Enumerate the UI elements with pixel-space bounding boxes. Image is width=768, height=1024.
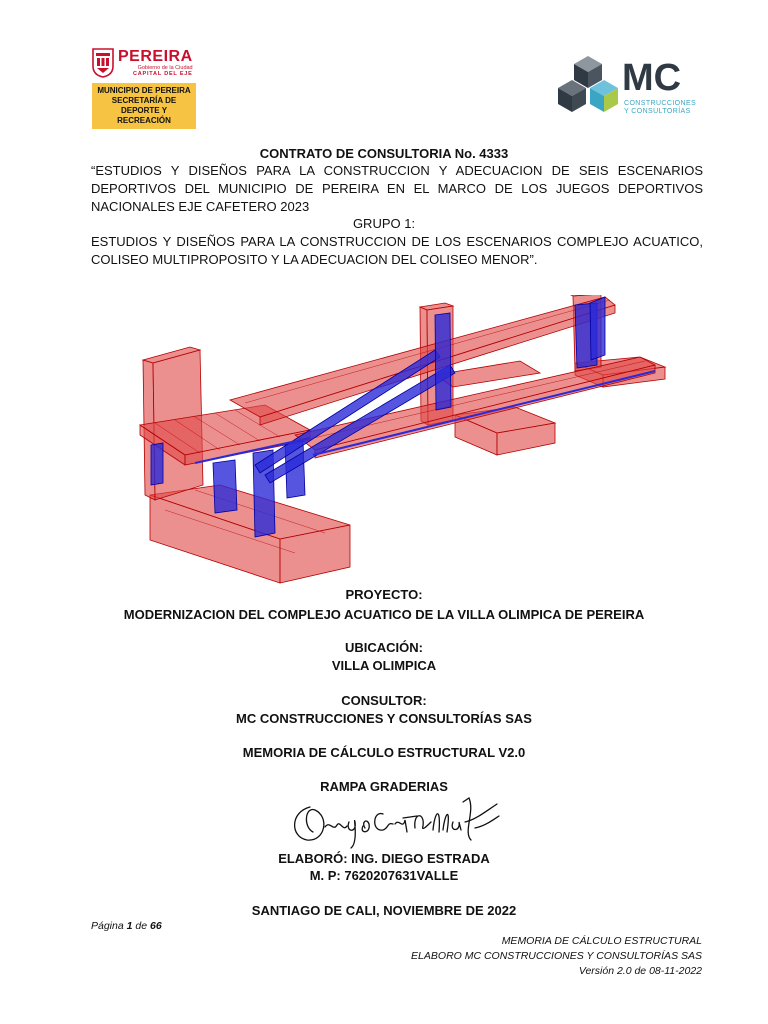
proyecto-label: PROYECTO: bbox=[345, 587, 423, 602]
page-current: 1 bbox=[126, 920, 133, 932]
contract-description: “ESTUDIOS Y DISEÑOS PARA LA CONSTRUCCION Y ADECUACION DE SEIS ESCENARIOS DEPORTIVOS DEL MUNICIPIO DE PEREIRA EN EL MARCO DE LOS JUEGOS DEPORTIVOS NACIONALES EJE CAFETERO 2023 bbox=[91, 163, 703, 214]
mc-logo-subtitle: CONSTRUCCIONES bbox=[624, 100, 697, 107]
memoria-title: MEMORIA DE CÁLCULO ESTRUCTURAL V2.0 bbox=[242, 745, 526, 760]
page-separator: de bbox=[135, 920, 148, 932]
consultor-value: MC CONSTRUCCIONES Y CONSULTORÍAS SAS bbox=[236, 711, 532, 726]
secretaria-line: MUNICIPIO DE PEREIRA bbox=[97, 86, 191, 95]
pereira-name: PEREIRA bbox=[118, 47, 193, 65]
pereira-subtitle: Gobierno de la Ciudad bbox=[137, 64, 193, 71]
page-prefix: Página bbox=[91, 920, 124, 932]
footer-line-3: Versión 2.0 de 08-11-2022 bbox=[578, 965, 702, 977]
secretaria-line: RECREACIÓN bbox=[117, 116, 171, 125]
mc-logo-name: MC bbox=[622, 57, 682, 99]
mc-logo bbox=[556, 54, 706, 120]
signature-image bbox=[285, 792, 505, 852]
secretaria-line: DEPORTE Y bbox=[120, 106, 168, 115]
ubicacion-value: VILLA OLIMPICA bbox=[331, 658, 437, 673]
contract-title: CONTRATO DE CONSULTORIA No. 4333 bbox=[259, 146, 509, 161]
pereira-shield-icon bbox=[92, 48, 114, 78]
pereira-subtitle-2: CAPITAL DEL EJE bbox=[132, 71, 193, 77]
structural-model-render bbox=[135, 295, 670, 595]
secretaria-box bbox=[92, 83, 196, 129]
consultor-label: CONSULTOR: bbox=[341, 693, 427, 708]
mc-cubes-icon bbox=[556, 54, 620, 120]
proyecto-value: MODERNIZACION DEL COMPLEJO ACUATICO DE LA VILLA OLIMPICA DE PEREIRA bbox=[123, 607, 645, 622]
mc-logo-subtitle-2: Y CONSULTORÍAS bbox=[624, 108, 691, 115]
city-date: SANTIAGO DE CALI, NOVIEMBRE DE 2022 bbox=[251, 903, 517, 918]
elaboro-line: ELABORÓ: ING. DIEGO ESTRADA bbox=[278, 851, 490, 866]
page-number bbox=[91, 920, 162, 932]
rampa-title: RAMPA GRADERIAS bbox=[320, 779, 448, 794]
grupo-title: GRUPO 1: bbox=[352, 216, 416, 231]
ubicacion-label: UBICACIÓN: bbox=[345, 640, 423, 655]
mp-line: M. P: 7620207631VALLE bbox=[309, 868, 459, 883]
grupo-description: ESTUDIOS Y DISEÑOS PARA LA CONSTRUCCION DE LOS ESCENARIOS COMPLEJO ACUATICO, COLISEO MULTIPROPOSITO Y LA ADECUACION DEL COLISEO MENOR”. bbox=[91, 234, 703, 267]
footer-line-2: ELABORO MC CONSTRUCCIONES Y CONSULTORÍAS SAS bbox=[411, 950, 702, 962]
footer-line-1: MEMORIA DE CÁLCULO ESTRUCTURAL bbox=[501, 935, 702, 947]
secretaria-line: SECRETARÍA DE bbox=[111, 96, 177, 105]
pereira-logo bbox=[92, 44, 196, 129]
page-total: 66 bbox=[150, 920, 162, 932]
